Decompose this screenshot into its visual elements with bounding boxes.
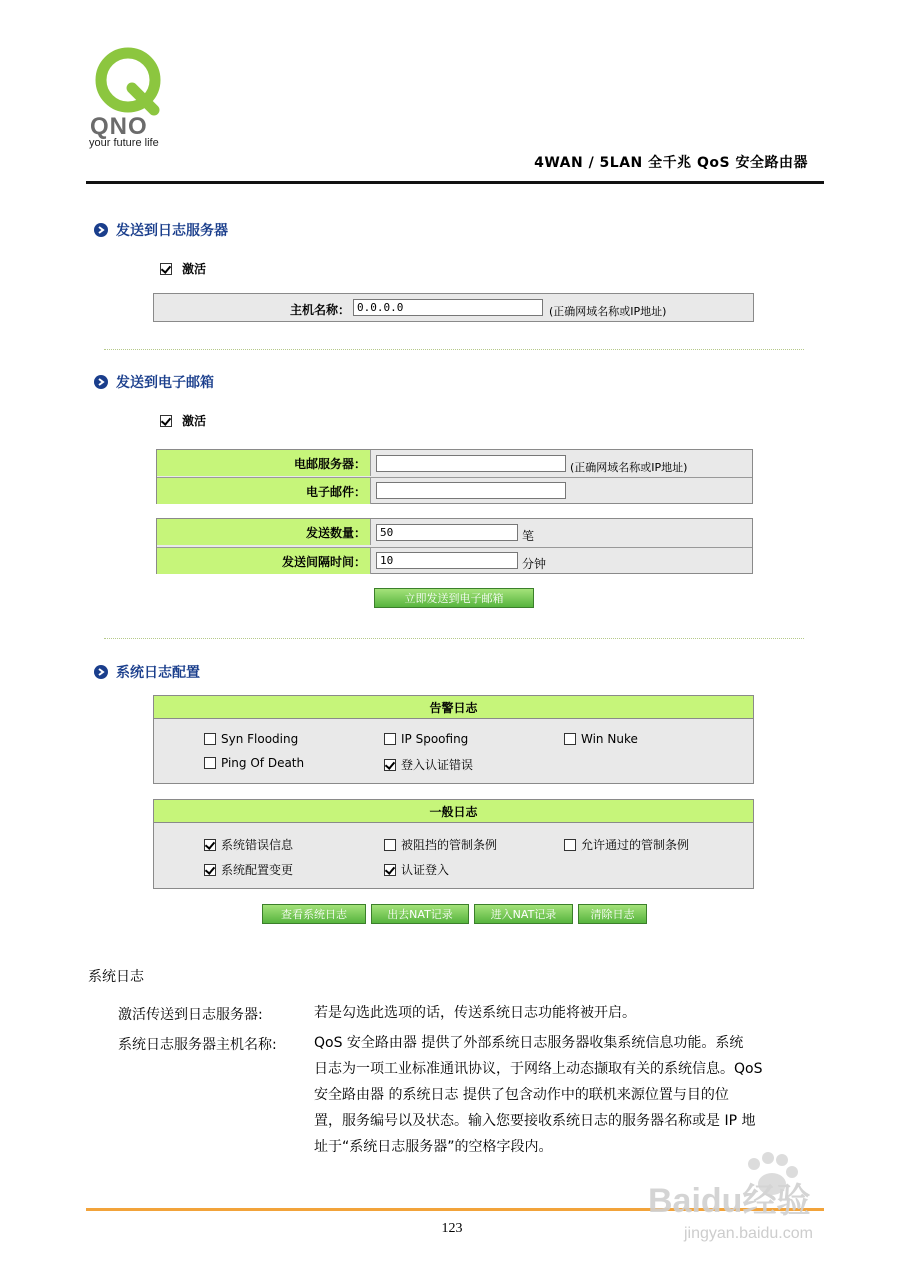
watermark-brand: Baidu经验 — [648, 1182, 811, 1220]
auth-login-checkbox[interactable] — [384, 864, 396, 876]
allowed-rules-checkbox[interactable] — [564, 839, 576, 851]
email-server-panel — [156, 449, 753, 504]
syn-flooding-checkbox[interactable] — [204, 733, 216, 745]
email-input[interactable] — [376, 482, 566, 499]
send-interval-label: 发送间隔时间： — [157, 548, 371, 574]
email-activate-label: 激活 — [182, 414, 207, 428]
login-auth-error-checkbox[interactable] — [384, 759, 396, 771]
chevron-circle-icon — [94, 665, 108, 679]
desc-line: 置，服务编号以及状态。输入您要接收系统日志的服务器名称或是 IP 地 — [314, 1113, 756, 1129]
win-nuke-checkbox[interactable] — [564, 733, 576, 745]
send-count-unit: 笔 — [522, 529, 535, 543]
desc-line: 日志为一项工业标准通讯协议，于网络上动态撷取有关的系统信息。QoS — [314, 1061, 763, 1077]
section-title-email — [94, 372, 214, 392]
desc-text-hostname — [314, 1030, 790, 1160]
alert-option-syn-flooding[interactable] — [204, 732, 298, 746]
send-interval-row — [157, 547, 752, 574]
send-count-row — [157, 519, 752, 545]
section-title-text: 系统日志配置 — [116, 665, 200, 681]
logo-text: QNO — [90, 113, 148, 140]
general-option-system-error[interactable] — [204, 836, 293, 853]
send-interval-unit: 分钟 — [522, 557, 547, 571]
alert-log-header: 告警日志 — [154, 696, 753, 719]
alert-option-login-auth-error[interactable] — [384, 756, 473, 773]
login-auth-error-label: 登入认证错误 — [401, 758, 474, 772]
chevron-circle-icon — [94, 223, 108, 237]
desc-label-hostname: 系统日志服务器主机名称: — [118, 1037, 277, 1053]
general-log-panel — [153, 799, 754, 889]
send-now-button[interactable]: 立即发送到电子邮箱 — [374, 588, 534, 608]
mail-server-input[interactable] — [376, 455, 566, 472]
chevron-circle-icon — [94, 375, 108, 389]
clear-log-button[interactable]: 清除日志 — [578, 904, 647, 924]
blocked-rules-checkbox[interactable] — [384, 839, 396, 851]
logo-tagline: your future life — [89, 137, 159, 149]
blocked-rules-label: 被阻挡的管制条例 — [401, 838, 498, 852]
view-syslog-button[interactable]: 查看系统日志 — [262, 904, 366, 924]
host-name-input[interactable]: 0.0.0.0 — [353, 299, 543, 316]
general-log-header: 一般日志 — [154, 800, 753, 823]
system-error-checkbox[interactable] — [204, 839, 216, 851]
email-activate[interactable] — [160, 412, 206, 429]
log-server-host-panel — [153, 293, 754, 322]
mail-server-row — [157, 450, 752, 476]
section-separator — [104, 638, 804, 639]
section-title-text: 发送到日志服务器 — [116, 223, 228, 239]
desc-text-activate: 若是勾选此选项的话，传送系统日志功能将被开启。 — [314, 1005, 636, 1021]
host-name-label: 主机名称： — [290, 303, 351, 317]
mail-server-label: 电邮服务器： — [157, 450, 371, 476]
mail-server-hint: (正确网域名称或IP地址) — [570, 461, 688, 474]
alert-option-win-nuke[interactable] — [564, 732, 638, 746]
ping-of-death-checkbox[interactable] — [204, 757, 216, 769]
baidu-watermark — [644, 1150, 854, 1250]
email-label: 电子邮件： — [157, 478, 371, 504]
desc-line: 址于“系统日志服务器”的空格字段内。 — [314, 1139, 553, 1155]
header-divider — [86, 181, 824, 184]
host-name-hint: (正确网域名称或IP地址) — [549, 305, 667, 318]
send-interval-input[interactable]: 10 — [376, 552, 518, 569]
general-option-allowed-rules[interactable] — [564, 836, 689, 853]
section-title-text: 发送到电子邮箱 — [116, 375, 214, 391]
incoming-nat-button[interactable]: 进入NAT记录 — [474, 904, 573, 924]
auth-login-label: 认证登入 — [401, 863, 450, 877]
description-heading: 系统日志 — [88, 969, 144, 985]
general-option-config-change[interactable] — [204, 861, 293, 878]
product-title: 4WAN / 5LAN 全千兆 QoS 安全路由器 — [534, 155, 808, 171]
system-error-label: 系统错误信息 — [221, 838, 294, 852]
send-count-input[interactable]: 50 — [376, 524, 518, 541]
email-row — [157, 477, 752, 504]
allowed-rules-label: 允许通过的管制条例 — [581, 838, 690, 852]
ping-of-death-label: Ping Of Death — [221, 756, 305, 770]
send-count-label: 发送数量： — [157, 519, 371, 545]
log-server-activate[interactable] — [160, 260, 206, 277]
ip-spoofing-checkbox[interactable] — [384, 733, 396, 745]
config-change-label: 系统配置变更 — [221, 863, 294, 877]
syn-flooding-label: Syn Flooding — [221, 732, 299, 746]
ip-spoofing-label: IP Spoofing — [401, 732, 469, 746]
general-option-auth-login[interactable] — [384, 861, 449, 878]
desc-label-activate: 激活传送到日志服务器: — [118, 1007, 263, 1023]
page-number: 123 — [441, 1221, 463, 1236]
section-title-log-server — [94, 220, 228, 240]
general-option-blocked-rules[interactable] — [384, 836, 497, 853]
alert-option-ip-spoofing[interactable] — [384, 732, 468, 746]
section-separator — [104, 349, 804, 350]
config-change-checkbox[interactable] — [204, 864, 216, 876]
outgoing-nat-button[interactable]: 出去NAT记录 — [371, 904, 469, 924]
desc-line: 安全路由器 的系统日志 提供了包含动作中的联机来源位置与目的位 — [314, 1087, 729, 1103]
log-server-activate-checkbox[interactable] — [160, 263, 172, 275]
section-title-syslog — [94, 662, 200, 682]
win-nuke-label: Win Nuke — [581, 732, 638, 746]
email-activate-checkbox[interactable] — [160, 415, 172, 427]
email-send-panel — [156, 518, 753, 574]
watermark-url: jingyan.baidu.com — [684, 1225, 813, 1242]
desc-line: QoS 安全路由器 提供了外部系统日志服务器收集系统信息功能。系统 — [314, 1035, 744, 1051]
alert-option-ping-of-death[interactable] — [204, 756, 304, 770]
alert-log-panel — [153, 695, 754, 784]
log-server-activate-label: 激活 — [182, 262, 207, 276]
